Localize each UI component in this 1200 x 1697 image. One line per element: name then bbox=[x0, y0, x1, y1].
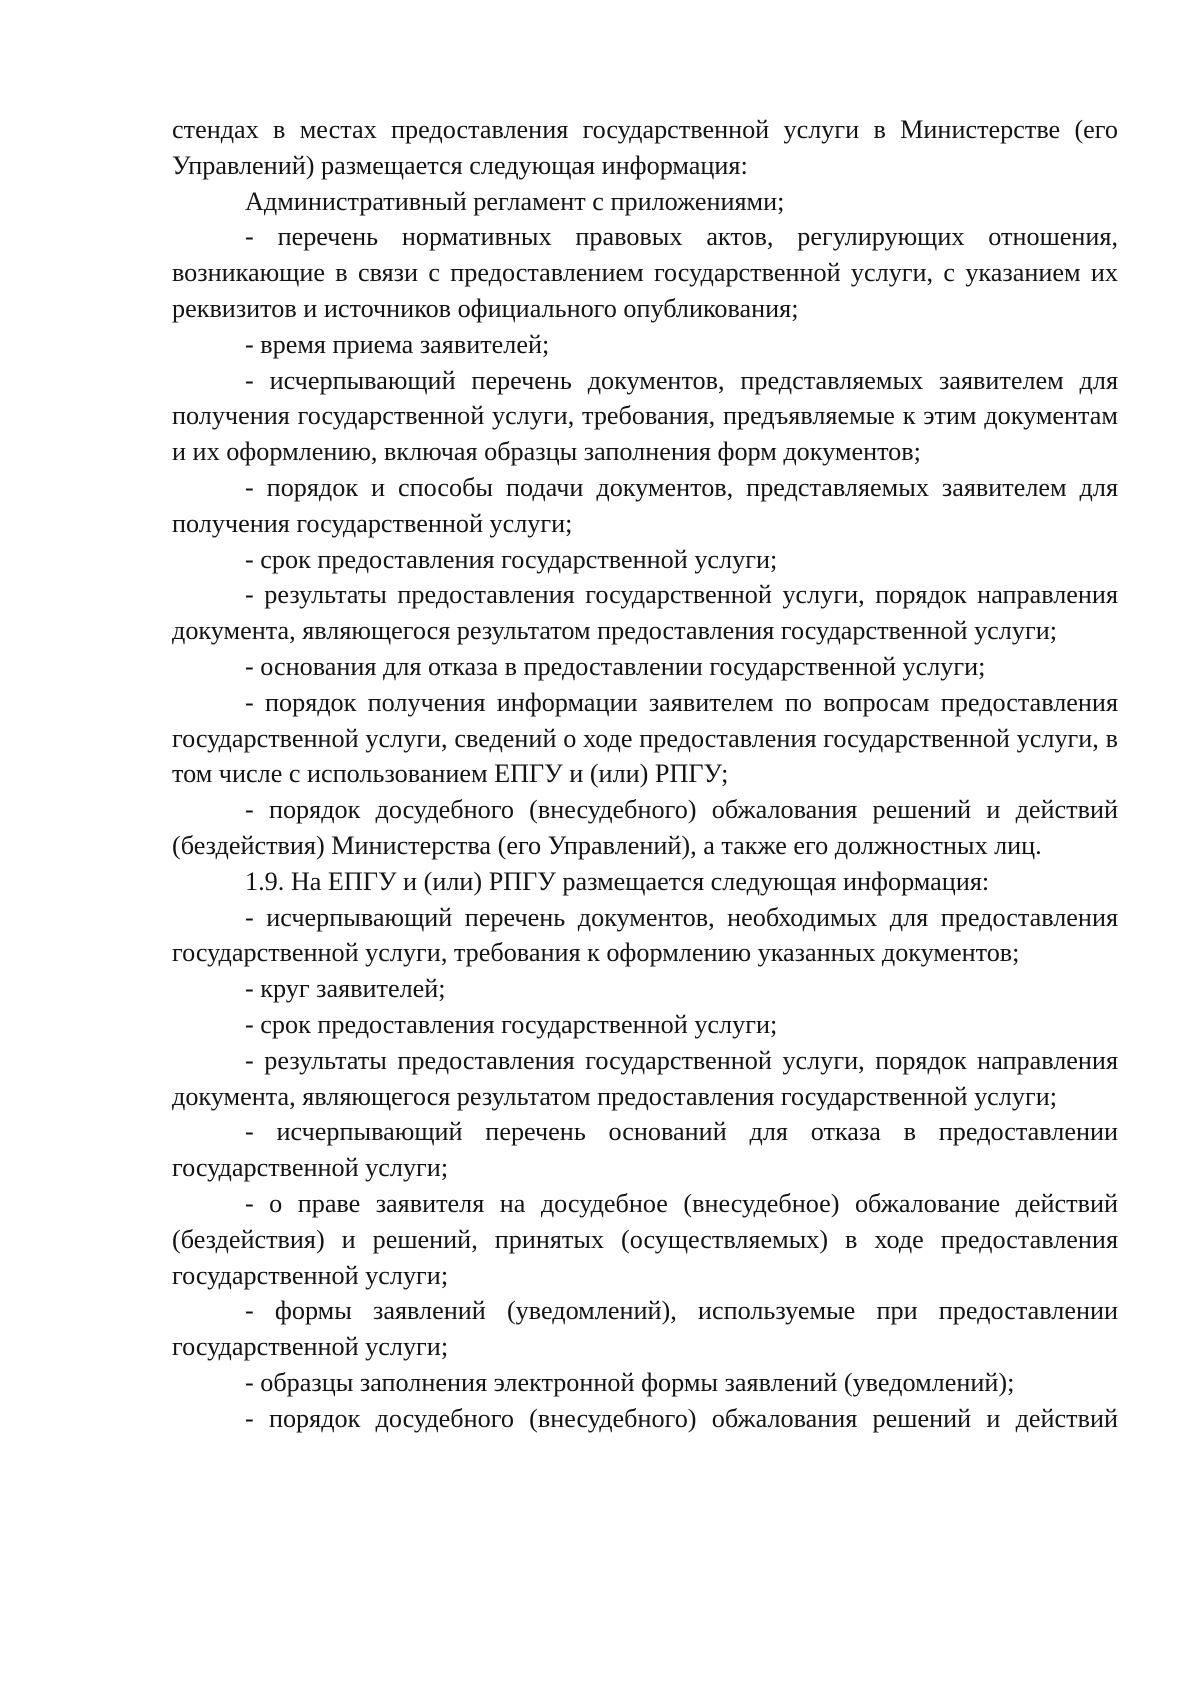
list-item-applicants: - круг заявителей; bbox=[245, 974, 446, 1004]
paragraph-continuation: стендах в местах предоставления государственной услуги в Министерстве (его Управлений) размещается следующая информация: bbox=[172, 115, 1118, 180]
list-item-submission-order: - порядок и способы подачи документов, представляемых заявителем для получения государственной услуги; bbox=[172, 472, 1118, 538]
list-item-information-order: - порядок получения информации заявителем по вопросам предоставления государственной услуги, сведений о ходе предоставления государственной услуги, в том числе с использованием ЕПГУ и (или) РПГУ; bbox=[172, 687, 1118, 789]
document-page bbox=[172, 112, 1118, 1436]
list-item-required-documents: - исчерпывающий перечень документов, необходимых для предоставления государственной услуги, требования к оформлению указанных документов; bbox=[172, 902, 1118, 968]
list-item-appeal-order-2: - порядок досудебного (внесудебного) обжалования решений и действий bbox=[245, 1403, 1118, 1433]
list-item-service-term-2: - срок предоставления государственной услуги; bbox=[245, 1009, 778, 1039]
list-item-documents-list: - исчерпывающий перечень документов, представляемых заявителем для получения государственной услуги, требования, предъявляемые к этим документам и их оформлению, включая образцы заполнения форм документов; bbox=[172, 365, 1118, 467]
list-item-appeal-order: - порядок досудебного (внесудебного) обжалования решений и действий (бездействия) Министерства (его Управлений), а также его должностных лиц. bbox=[172, 795, 1118, 860]
list-item-service-results: - результаты предоставления государственной услуги, порядок направления документа, являющегося результатом предоставления государственной услуги; bbox=[172, 580, 1118, 646]
section-heading-1-9: 1.9. На ЕПГУ и (или) РПГУ размещается следующая информация: bbox=[245, 866, 990, 896]
list-item-refusal-grounds: - основания для отказа в предоставлении государственной услуги; bbox=[245, 651, 986, 681]
list-item-service-term: - срок предоставления государственной услуги; bbox=[245, 544, 778, 574]
list-item-appeal-right: - о праве заявителя на досудебное (внесудебное) обжалование действий (бездействия) и решений, принятых (осуществляемых) в ходе предоставления государственной услуги; bbox=[172, 1188, 1118, 1290]
list-item-refusal-grounds-2: - исчерпывающий перечень оснований для отказа в предоставлении государственной услуги; bbox=[172, 1117, 1118, 1183]
paragraph-regulation: Административный регламент с приложениями; bbox=[245, 186, 785, 216]
list-item-reception-time: - время приема заявителей; bbox=[245, 329, 550, 359]
list-item-service-results-2: - результаты предоставления государственной услуги, порядок направления документа, являющегося результатом предоставления государственной услуги; bbox=[172, 1045, 1118, 1111]
list-item-legal-acts: - перечень нормативных правовых актов, регулирующих отношения, возникающие в связи с предоставлением государственной услуги, с указанием их реквизитов и источников официального опубликования; bbox=[172, 222, 1118, 323]
list-item-application-forms: - формы заявлений (уведомлений), используемые при предоставлении государственной услуги; bbox=[172, 1296, 1118, 1362]
list-item-form-samples: - образцы заполнения электронной формы заявлений (уведомлений); bbox=[245, 1367, 1015, 1397]
